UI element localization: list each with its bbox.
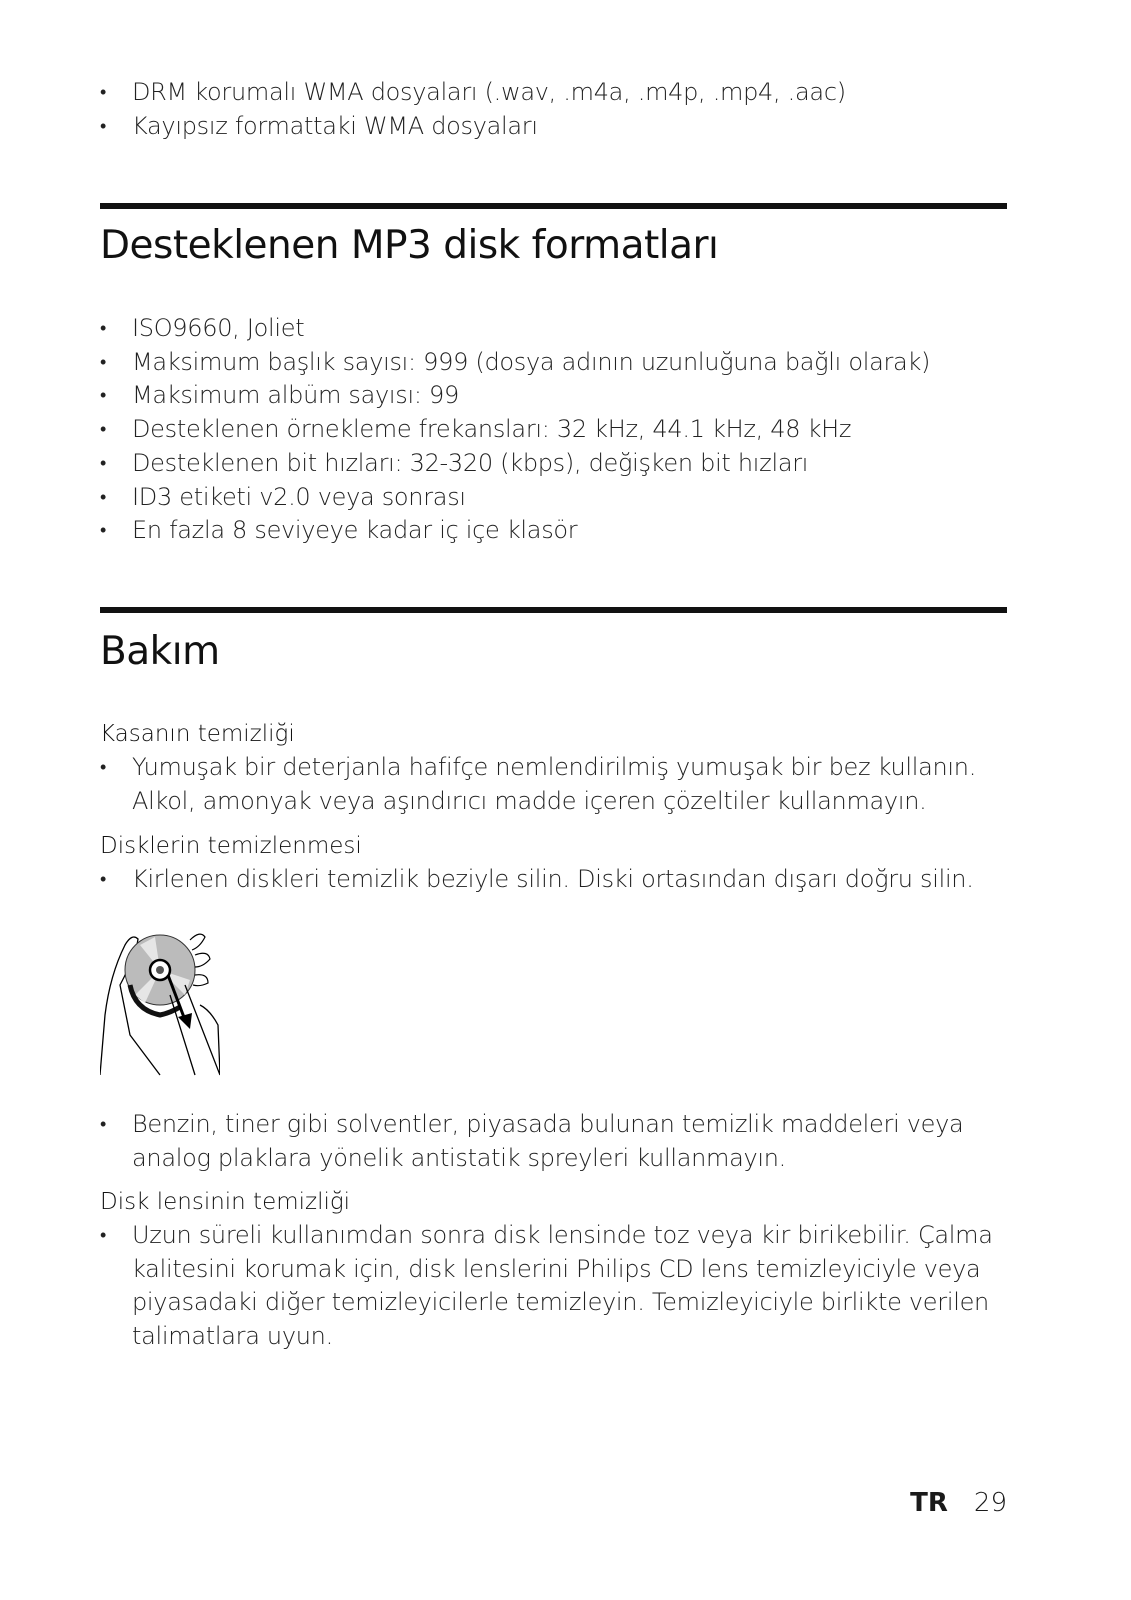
list-item: • Desteklenen bit hızları: 32-320 (kbps), değişken bit hızları bbox=[100, 447, 1010, 481]
list-item: • ID3 etiketi v2.0 veya sonrası bbox=[100, 481, 1010, 515]
list-item: • Yumuşak bir deterjanla hafifçe nemlendirilmiş yumuşak bir bez kullanın. Alkol, amonyak veya aşındırıcı madde içeren çözeltiler kullanmayın. bbox=[100, 751, 1010, 818]
subheading: Kasanın temizliği bbox=[100, 721, 295, 747]
list-item: • DRM korumalı WMA dosyaları (.wav, .m4a, .m4p, .mp4, .aac) bbox=[100, 76, 1010, 110]
list-item: • Uzun süreli kullanımdan sonra disk lensinde toz veya kir birikebilir. Çalma kalitesini korumak için, disk lenslerini Philips CD lens temizleyiciyle veya piyasadaki diğer temizleyicilerle temizleyin. Temizleyiciyle birlikte verilen talimatlara uyun. bbox=[100, 1219, 1010, 1354]
section-divider bbox=[100, 607, 1007, 613]
list-item: • ISO9660, Joliet bbox=[100, 312, 1010, 346]
list-item: • Maksimum albüm sayısı: 99 bbox=[100, 379, 1010, 413]
list-item: • Desteklenen örnekleme frekansları: 32 kHz, 44.1 kHz, 48 kHz bbox=[100, 413, 1010, 447]
list-item: • En fazla 8 seviyeye kadar iç içe klasör bbox=[100, 514, 1010, 548]
section-title-care: Bakım bbox=[100, 629, 220, 674]
section-title-mp3: Desteklenen MP3 disk formatları bbox=[100, 223, 719, 268]
disc-warning-list bbox=[100, 1108, 1010, 1175]
disc-cleaning-illustration bbox=[100, 925, 220, 1080]
mp3-list bbox=[100, 312, 1010, 548]
list-item: • Benzin, tiner gibi solventler, piyasada bulunan temizlik maddeleri veya analog plaklara yönelik antistatik spreyleri kullanmayın. bbox=[100, 1108, 1010, 1175]
disc-cleaning bbox=[100, 830, 1010, 897]
wma-list bbox=[100, 76, 1010, 143]
page-footer bbox=[910, 1488, 1007, 1518]
list-item: • Kayıpsız formattaki WMA dosyaları bbox=[100, 110, 1010, 144]
list-item: • Maksimum başlık sayısı: 999 (dosya adının uzunluğuna bağlı olarak) bbox=[100, 346, 1010, 380]
lens-cleaning bbox=[100, 1186, 1010, 1354]
section-divider bbox=[100, 203, 1007, 209]
subheading: Disklerin temizlenmesi bbox=[100, 833, 362, 859]
case-cleaning bbox=[100, 718, 1010, 818]
language-code: TR bbox=[910, 1488, 948, 1518]
page-number: 29 bbox=[973, 1488, 1007, 1518]
subheading: Disk lensinin temizliği bbox=[100, 1189, 351, 1215]
list-item: • Kirlenen diskleri temizlik beziyle silin. Diski ortasından dışarı doğru silin. bbox=[100, 863, 1010, 897]
